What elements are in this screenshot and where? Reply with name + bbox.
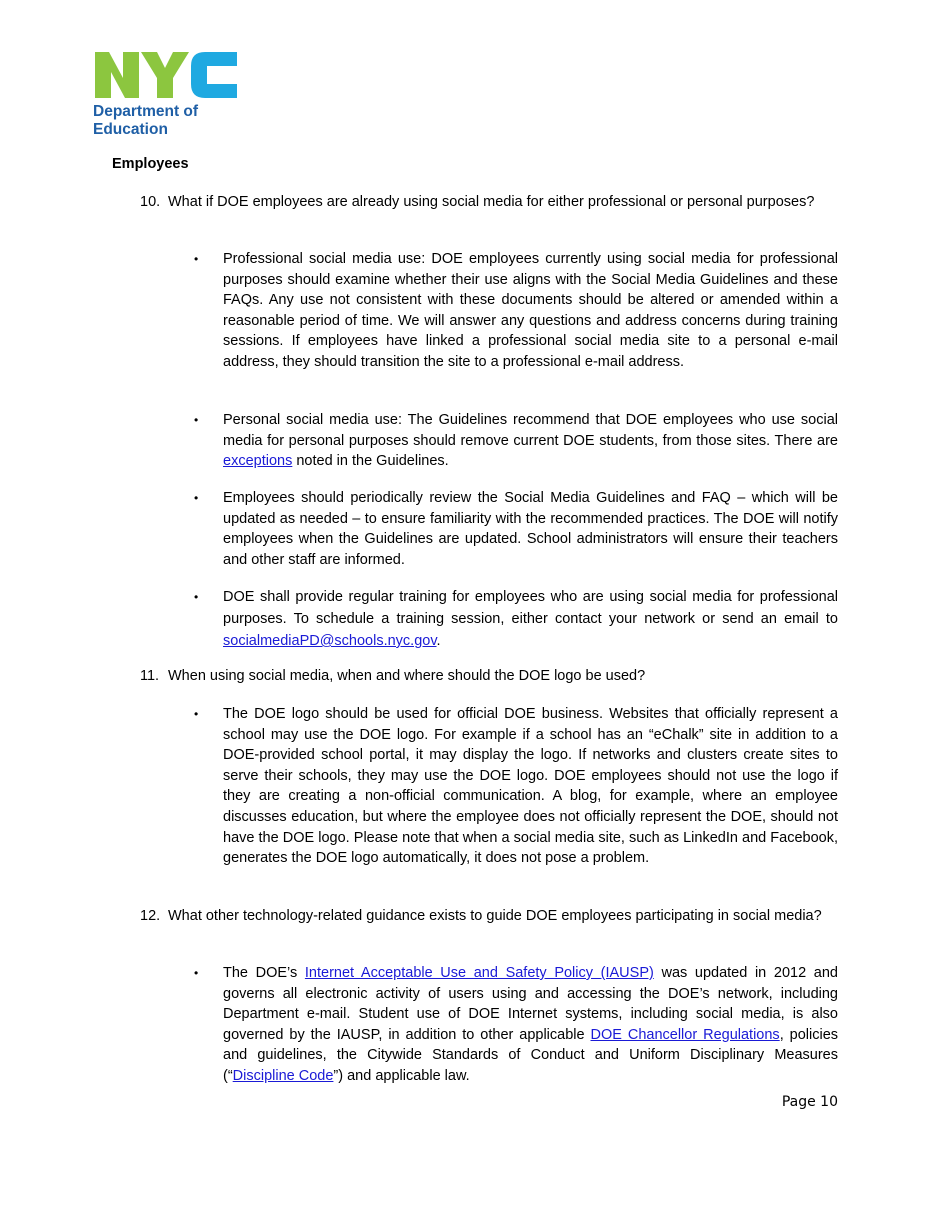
q10-bullet-3	[194, 488, 838, 570]
question-12	[140, 906, 838, 927]
text-run: noted in the Guidelines.	[292, 453, 449, 470]
question-number: 12.	[140, 908, 161, 924]
text-run: The DOE’s	[223, 965, 305, 981]
q10-bullet-2	[194, 410, 838, 472]
logo-line-2: Education	[93, 120, 168, 138]
text-run: .	[436, 633, 441, 649]
chancellor-regulations-link[interactable]: DOE Chancellor Regulations	[590, 1026, 780, 1043]
question-11	[140, 666, 838, 687]
bullet-marker: •	[194, 966, 199, 980]
question-10	[140, 192, 838, 213]
bullet-marker: •	[194, 252, 199, 266]
email-link[interactable]: socialmediaPD@schools.nyc.gov	[223, 633, 437, 649]
text-run: Personal social media use: The Guidelines recommend that DOE employees who use social media for personal purposes should remove current DOE students, from those sites. There are	[223, 412, 838, 449]
bullet-text	[223, 410, 838, 472]
text-run: was updated in 2012 and governs all electronic activity of users using and accessing the DOE’s network, including Department e-mail. Student use of DOE Internet systems, including social media, is also governed by the IAUSP, in addition to other applicable	[223, 965, 838, 1043]
question-number: 11.	[140, 668, 160, 684]
bullet-marker: •	[194, 707, 199, 721]
q10-bullet-1	[194, 249, 838, 373]
discipline-code-link[interactable]: Discipline Code	[232, 1067, 334, 1084]
q11-bullet-1	[194, 704, 838, 869]
trademark-mark: ™	[231, 52, 236, 58]
bullet-text: Professional social media use: DOE employees currently using social media for professional purposes should examine whether their use aligns with the Social Media Guidelines and these FAQs. Any use not consistent with these documents should be altered or amended within a reasonable period of time. We will answer any questions and address concerns during training sessions. If employees have linked a professional social media site to a personal e-mail address, they should transition the site to a professional e-mail address.	[223, 251, 838, 370]
question-number: 10.	[140, 194, 161, 210]
iausp-link[interactable]: Internet Acceptable Use and Safety Policy (IAUSP)	[304, 965, 654, 981]
page-number: Page 10	[781, 1094, 838, 1110]
bullet-marker: •	[194, 413, 199, 427]
nyc-logo-mark	[93, 50, 239, 100]
bullet-marker: •	[194, 491, 199, 505]
q12-bullet-1	[194, 963, 838, 1087]
nyc-doe-logo	[93, 50, 243, 138]
logo-letter-c	[191, 52, 237, 98]
bullet-text	[223, 586, 838, 652]
exceptions-link[interactable]: exceptions	[223, 453, 293, 470]
text-run: , policies and guidelines, the Citywide Standards of Conduct and Uniform Disciplinary Measures (“	[223, 1026, 839, 1084]
text-run: ”) and applicable law.	[333, 1067, 470, 1084]
bullet-marker: •	[194, 590, 199, 604]
logo-department-text	[93, 103, 243, 138]
logo-line-1: Department of	[93, 103, 199, 120]
section-heading: Employees	[112, 156, 189, 172]
logo-letter-y	[141, 52, 189, 98]
question-text: What if DOE employees are already using social media for either professional or personal purposes?	[168, 194, 815, 210]
bullet-text: Employees should periodically review the Social Media Guidelines and FAQ – which will be updated as needed – to ensure familiarity with the recommended practices. The DOE will notify employees when the Guidelines are updated. School administrators will ensure their teachers and other staff are informed.	[223, 490, 838, 568]
bullet-text	[223, 963, 838, 1087]
bullet-text: The DOE logo should be used for official DOE business. Websites that officially represent a school may use the DOE logo. For example if a school has an “eChalk” site in addition to a DOE-provided school portal, it may display the logo. If networks and clusters create sites to serve their schools, they may use the DOE logo. DOE employees should not use the logo if they are creating a non-official communication. A blog, for example, where an employee discusses education, but where the employee does not officially represent the DOE, should not have the DOE logo. Please note that when a social media site, such as LinkedIn and Facebook, generates the DOE logo automatically, it does not pose a problem.	[223, 706, 838, 867]
logo-letter-n	[95, 52, 139, 98]
q10-bullet-4	[194, 586, 838, 652]
text-run: DOE shall provide regular training for employees who are using social media for professional purposes. To schedule a training session, either contact your network or send an email to	[223, 589, 838, 627]
question-text: What other technology-related guidance exists to guide DOE employees participating in social media?	[168, 908, 822, 924]
question-text: When using social media, when and where should the DOE logo be used?	[168, 668, 646, 684]
